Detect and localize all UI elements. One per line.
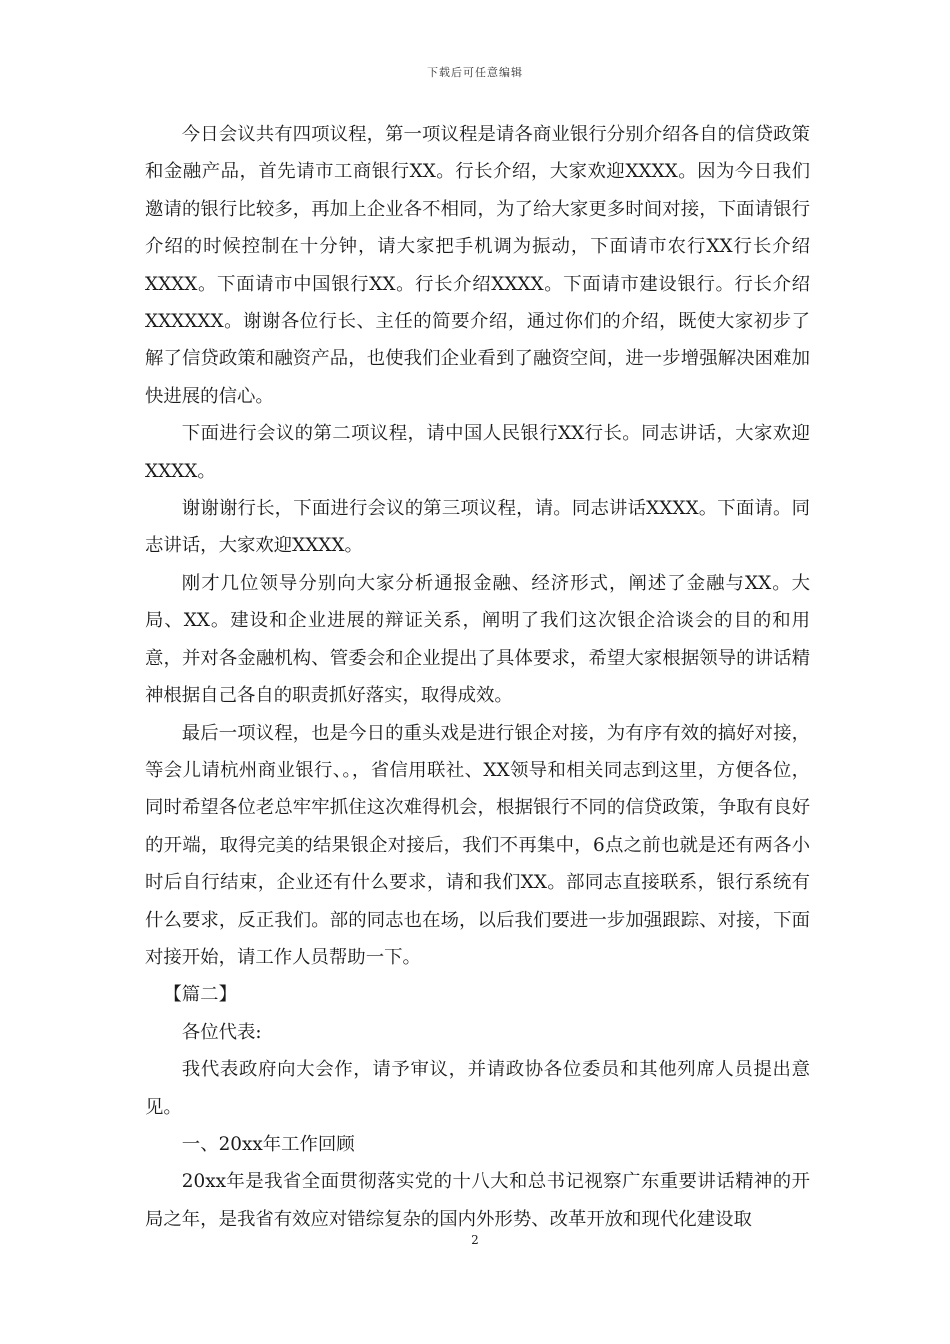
- paragraph-review: 20xx年是我省全面贯彻落实党的十八大和总书记视察广东重要讲话精神的开局之年，是我省有效应对错综复杂的国内外形势、改革开放和现代化建设取: [145, 1171, 810, 1230]
- subsection-heading: 一、20xx年工作回顾: [181, 1133, 355, 1155]
- paragraph-agenda-two: 下面进行会议的第二项议程，请中国人民银行XX行长。同志讲话，大家欢迎XXXX。: [145, 423, 810, 482]
- paragraph-agenda-three: 谢谢谢行长，下面进行会议的第三项议程，请。同志讲话XXXX。下面请。同志讲话，大家欢迎XXXX。: [145, 498, 810, 557]
- page-header: 下载后可任意编辑: [427, 66, 523, 79]
- paragraph-final-agenda: 最后一项议程，也是今日的重头戏是进行银企对接，为有序有效的搞好对接，等会儿请杭州商业银行、。，省信用联社、XX领导和相关同志到这里，方便各位，同时希望各位老总牢牢抓住这次难得机会，根据银行不同的信贷政策，争取有良好的开端，取得完美的结果银企对接后，我们不再集中，6点之前也就是还有两各小时后自行结束，企业还有什么要求，请和我们XX。部同志直接联系，银行系统有什么要求，反正我们。部的同志也在场，以后我们要进一步加强跟踪、对接，下面对接开始，请工作人员帮助一下。: [145, 722, 810, 968]
- section-heading: 【篇二】: [163, 984, 237, 1006]
- paragraph-intro: 我代表政府向大会作，请予审议，并请政协各位委员和其他列席人员提出意见。: [145, 1059, 810, 1118]
- salutation: 各位代表:: [181, 1021, 262, 1043]
- document-body: [145, 116, 810, 1238]
- page-number: 2: [471, 1233, 479, 1247]
- paragraph-agenda-one: 今日会议共有四项议程，第一项议程是请各商业银行分别介绍各自的信贷政策和金融产品，首先请市工商银行XX。行长介绍，大家欢迎XXXX。因为今日我们邀请的银行比较多，再加上企业各不相同，为了给大家更多时间对接，下面请银行介绍的时候控制在十分钟，请大家把手机调为振动，下面请市农行XX行长介绍XXXX。下面请市中国银行XX。行长介绍XXXX。下面请市建设银行。行长介绍XXXXXX。谢谢各位行长、主任的简要介绍，通过你们的介绍，既使大家初步了解了信贷政策和融资产品，也使我们企业看到了融资空间，进一步增强解决困难加快进展的信心。: [145, 124, 810, 407]
- paragraph-summary: 刚才几位领导分别向大家分析通报金融、经济形式，阐述了金融与XX。大局、XX。建设和企业进展的辩证关系，阐明了我们这次银企洽谈会的目的和用意，并对各金融机构、管委会和企业提出了具体要求，希望大家根据领导的讲话精神根据自己各自的职责抓好落实，取得成效。: [145, 572, 810, 707]
